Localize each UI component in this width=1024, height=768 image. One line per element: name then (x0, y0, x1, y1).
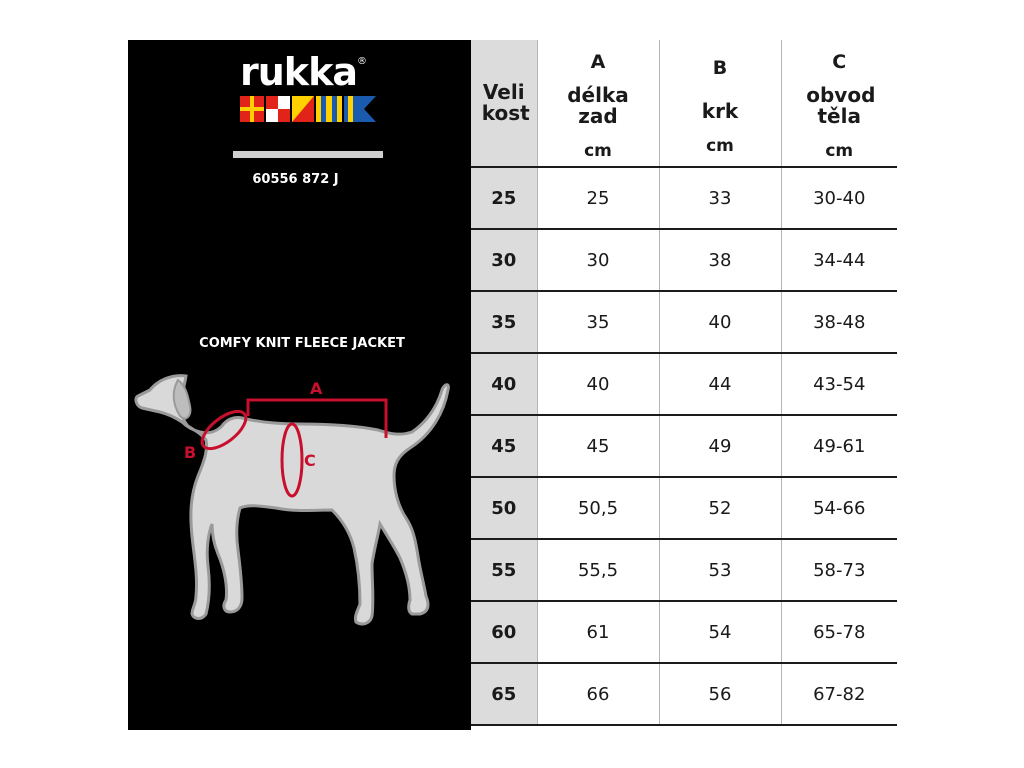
column-name: obvod těla (806, 83, 876, 128)
neck-cell: 54 (659, 601, 781, 663)
size-cell: 45 (471, 415, 537, 477)
size-cell: 40 (471, 353, 537, 415)
girth-cell: 43-54 (781, 353, 897, 415)
column-letter: A (590, 51, 606, 73)
girth-cell: 30-40 (781, 167, 897, 229)
table-row (471, 663, 897, 725)
product-name: COMFY KNIT FLEECE JACKET (199, 336, 405, 351)
product-code (128, 172, 471, 187)
flag-2-icon (266, 96, 290, 122)
size-cell: 65 (471, 663, 537, 725)
size-cell: 55 (471, 539, 537, 601)
size-cell: 35 (471, 291, 537, 353)
neck-cell: 40 (659, 291, 781, 353)
signal-flags-icon (240, 96, 376, 122)
column-name: krk (701, 98, 739, 123)
product-code-text: 60556 872 J (252, 172, 339, 187)
table-row (471, 229, 897, 291)
size-cell: 50 (471, 477, 537, 539)
size-column-header (471, 40, 537, 167)
flag-3-icon (292, 96, 314, 122)
neck-cell: 38 (659, 229, 781, 291)
flag-1-icon (240, 96, 264, 122)
neck-cell: 33 (659, 167, 781, 229)
column-letter: B (712, 56, 728, 79)
back-length-cell: 50,5 (537, 477, 659, 539)
girth-cell: 67-82 (781, 663, 897, 725)
column-unit: cm (706, 135, 734, 156)
neck-cell: 53 (659, 539, 781, 601)
table-row (471, 291, 897, 353)
column-unit: cm (584, 141, 612, 161)
neck-cell: 49 (659, 415, 781, 477)
divider-bar (233, 151, 383, 158)
flag-5-icon (344, 96, 376, 122)
column-letter: C (832, 51, 847, 73)
table-row (471, 353, 897, 415)
back-length-cell: 45 (537, 415, 659, 477)
column-name: délka zad (567, 83, 629, 128)
brand-name: rukka (240, 50, 357, 94)
back-length-cell: 40 (537, 353, 659, 415)
label-c: C (304, 451, 316, 470)
table-header-row (471, 40, 897, 167)
registered-mark: ® (356, 56, 367, 67)
column-c-header (781, 40, 897, 167)
back-length-cell: 35 (537, 291, 659, 353)
back-length-cell: 66 (537, 663, 659, 725)
size-chart-table (471, 40, 897, 726)
column-unit: cm (825, 141, 854, 161)
girth-cell: 49-61 (781, 415, 897, 477)
back-length-cell: 30 (537, 229, 659, 291)
table-row (471, 415, 897, 477)
size-cell: 25 (471, 167, 537, 229)
girth-cell: 38-48 (781, 291, 897, 353)
neck-cell: 56 (659, 663, 781, 725)
dog-measurement-diagram (128, 360, 471, 640)
label-a: A (310, 379, 323, 398)
neck-cell: 44 (659, 353, 781, 415)
back-length-cell: 61 (537, 601, 659, 663)
back-length-cell: 25 (537, 167, 659, 229)
table-row (471, 539, 897, 601)
brand-logo (240, 50, 367, 94)
table-row (471, 601, 897, 663)
label-b: B (184, 443, 197, 462)
flag-4-icon (316, 96, 342, 122)
girth-cell: 58-73 (781, 539, 897, 601)
neck-cell: 52 (659, 477, 781, 539)
table-row (471, 477, 897, 539)
girth-cell: 65-78 (781, 601, 897, 663)
column-b-header (659, 40, 781, 167)
size-cell: 60 (471, 601, 537, 663)
table-row (471, 167, 897, 229)
back-length-cell: 55,5 (537, 539, 659, 601)
girth-cell: 54-66 (781, 477, 897, 539)
size-header-text: Veli kost (481, 80, 530, 125)
column-a-header (537, 40, 659, 167)
size-cell: 30 (471, 229, 537, 291)
girth-cell: 34-44 (781, 229, 897, 291)
